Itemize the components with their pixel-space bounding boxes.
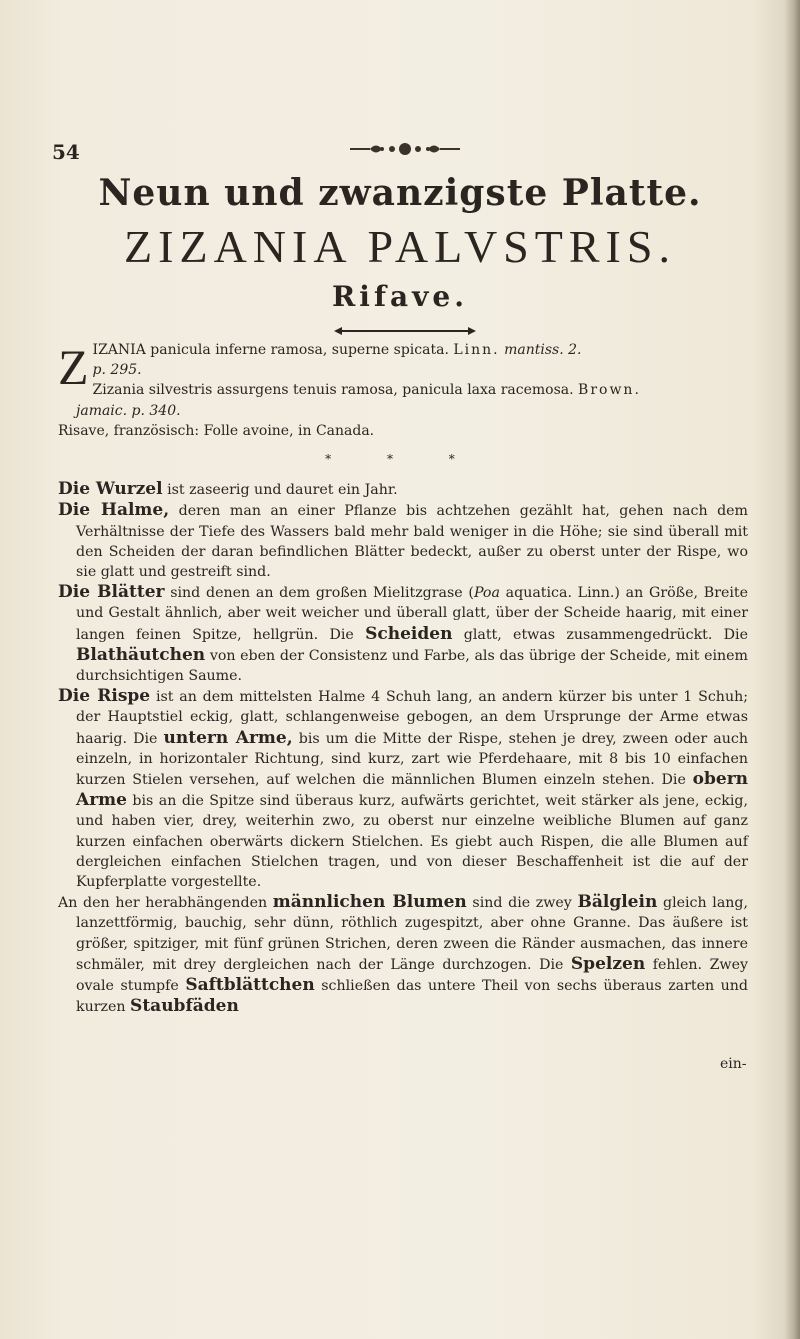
german-name: Rifave. <box>332 280 468 313</box>
catchword: ein- <box>720 1056 747 1072</box>
latin-title: ZIZANIA PALVSTRIS. <box>124 221 676 272</box>
body-text <box>58 340 748 1018</box>
drop-cap: Z <box>58 339 89 395</box>
paragraph-culms: Die Halme, deren man an einer Pflanze bis achtzehen gezählt hat, gehen nach dem Verhältnisse der Tiefe des Wassers bald mehr bald weniger in die Höhe; sie sind überall mit den Scheiden der daran befindlichen Blätter bedeckt, außer zu oberst unter der Rispe, wo sie glatt und gestreift sind. <box>58 500 749 581</box>
paragraph-leaves: Die Blätter sind denen an dem großen Mielitzgrase (Poa aquatica. Linn.) an Größe, Breite und Gestalt ähnlich, aber weit weicher und überall glatt, über der Scheide haarig, mit einer langen feinen Spitze, hellgrün. Die Scheiden glatt, etwas zusammengedrückt. Die Blathäutchen von eben der Consistenz und Farbe, als das übrige der Scheide, mit einem durchsichtigen Saume. <box>58 582 749 685</box>
paragraph-panicle: Die Rispe ist an dem mittelsten Halme 4 Schuh lang, an andern kürzer bis unter 1 Schuh; der Hauptstiel eckig, glatt, schlangenweise gebogen, an dem Ursprunge der Arme etwas haarig. Die untern Arme, bis um die Mitte der Rispe, stehen je drey, zween oder auch einzeln, in horizontaler Richtung, sind kurz, zart wie Pferdehaare, mit 8 bis 10 einfachen kurzen Stielen versehen, auf welchen die männlichen Blumen einzeln stehen. Die obern Arme bis an die Spitze sind überaus kurz, aufwärts gerichtet, weit stärker als jene, eckig, und haben vier, drey, weiterhin zwo, zu oberst nur einzelne weibliche Blumen auf ganz kurzen einfachen oberwärts dickern Stielchen. Es giebt auch Rispen, die alle Blumen auf dergleichen einfachen Stielchen tragen, und von dieser Beschaffenheit ist die auf der Kupferplatte vorgestellte. <box>58 686 749 891</box>
synonym-linnaeus: ZIZANIA panicula inferne ramosa, superne spicata. Linn. mantiss. 2. <box>58 339 582 395</box>
synonym-browne: Zizania silvestris assurgens tenuis ramosa, panicula laxa racemosa. Brown. <box>92 382 641 399</box>
paragraph-root: Die Wurzel ist zaseerig und dauret ein Jahr. <box>58 479 398 500</box>
paragraph-male-flowers: An den her herabhängenden männlichen Blumen sind die zwey Bälglein gleich lang, lanzettförmig, bauchig, sehr dünn, röthlich zugespitzt, aber ohne Granne. Das äußere ist größer, spitziger, mit fünf grünen Strichen, deren zween die Ränder ausmachen, das innere schmäler, mit drey dergleichen nach der Länge durchzogen. Die Spelzen fehlen. Zwey ovale stumpfe Saftblättchen schließen das untere Theil von sechs überaus zarten und kurzen Staubfäden <box>58 892 749 1017</box>
synonym-french: Risave, französisch: Folle avoine, in Canada. <box>58 422 375 439</box>
plate-title: Neun und zwanzigste Platte. <box>98 172 702 214</box>
ornament-head <box>330 138 480 164</box>
page-number: 54 <box>52 140 80 164</box>
floral-ornament-icon <box>330 138 480 160</box>
separator-stars: * * * <box>325 452 481 467</box>
synonym-linnaeus-page: p. 295. <box>92 362 142 379</box>
ornamental-rule <box>330 326 480 336</box>
synonym-browne-ref: jamaic. p. 340. <box>76 402 181 419</box>
